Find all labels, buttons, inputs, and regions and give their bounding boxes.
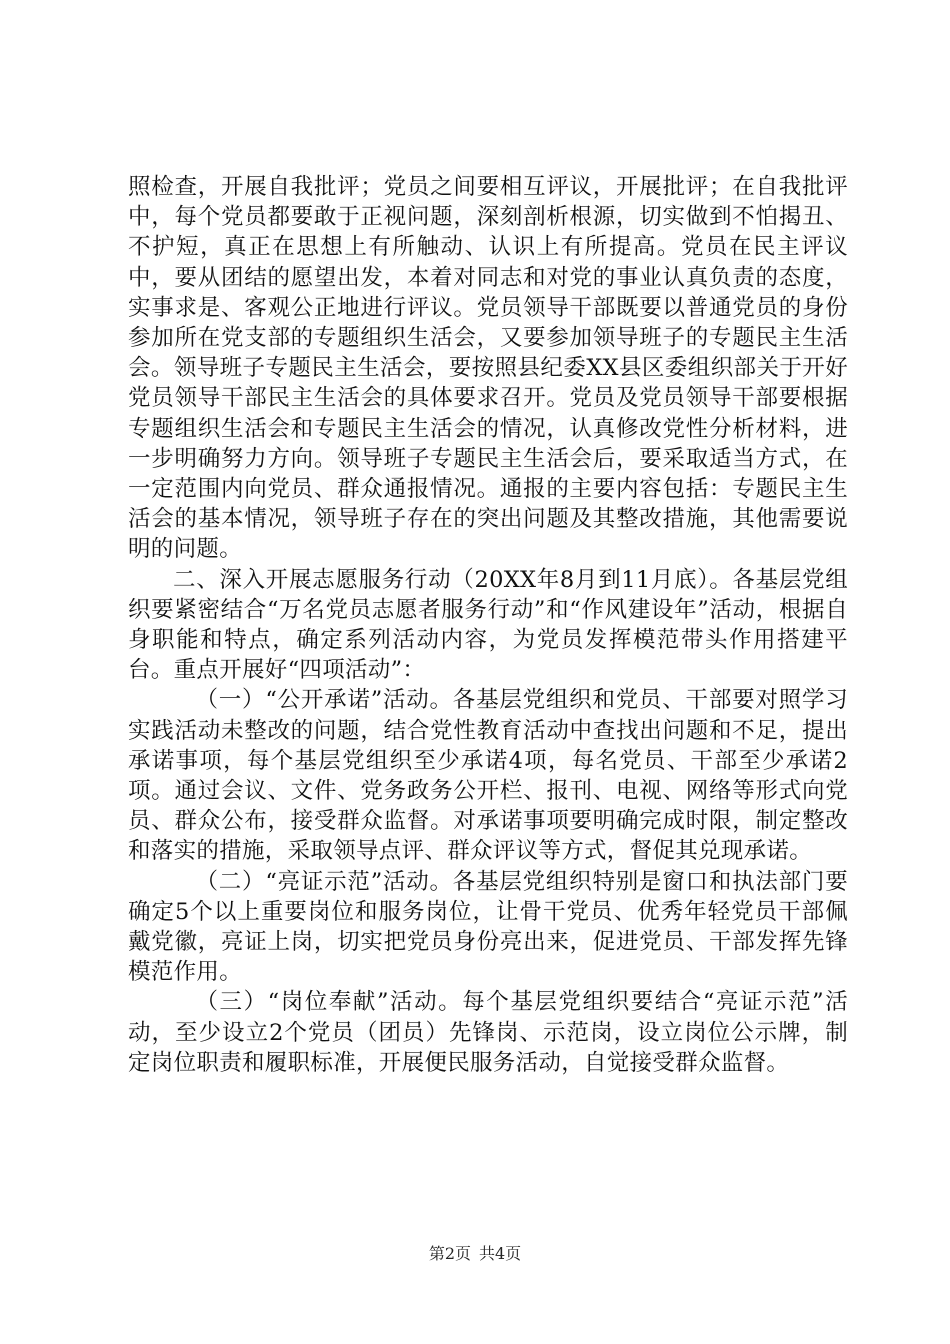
paragraph-show-credentials: （二）“亮证示范”活动。各基层党组织特别是窗口和执法部门要确定5个以上重要岗位和服务岗位，让骨干党员、优秀年轻党员干部佩戴党徽，亮证上岗，切实把党员身份亮出来，促进党员、干部发挥先锋模范作用。 <box>128 868 848 986</box>
paragraph-continued-review: 照检查，开展自我批评；党员之间要相互评议，开展批评；在自我批评中，每个党员都要敢于正视问题，深刻剖析根源，切实做到不怕揭丑、不护短，真正在思想上有所触动、认识上有所提高。党员在民主评议中，要从团结的愿望出发，本着对同志和对党的事业认真负责的态度，实事求是、客观公正地进行评议。党员领导干部既要以普通党员的身份参加所在党支部的专题组织生活会，又要参加领导班子的专题民主生活会。领导班子专题民主生活会，要按照县纪委XX县区委组织部关于开好党员领导干部民主生活会的具体要求召开。党员及党员领导干部要根据专题组织生活会和专题民主生活会的情况，认真修改党性分析材料，进一步明确努力方向。领导班子专题民主生活会后，要采取适当方式，在一定范围内向党员、群众通报情况。通报的主要内容包括：专题民主生活会的基本情况，领导班子存在的突出问题及其整改措施，其他需要说明的问题。 <box>128 174 848 563</box>
paragraph-section-two: 二、深入开展志愿服务行动（20XX年8月到11月底）。各基层党组织要紧密结合“万名党员志愿者服务行动”和“作风建设年”活动，根据自身职能和特点，确定系列活动内容，为党员发挥模范带头作用搭建平台。重点开展好“四项活动”： <box>128 566 848 684</box>
page-number: 第2页 <box>428 1244 471 1263</box>
paragraph-public-commitment: （一）“公开承诺”活动。各基层党组织和党员、干部要对照学习实践活动未整改的问题，结合党性教育活动中查找出问题和不足，提出承诺事项，每个基层党组织至少承诺4项，每名党员、干部至少承诺2项。通过会议、文件、党务政务公开栏、报刊、电视、网络等形式向党员、群众公布，接受群众监督。对承诺事项要明确完成时限，制定整改和落实的措施，采取领导点评、群众评议等方式，督促其兑现承诺。 <box>128 687 848 865</box>
page-total: 共4页 <box>479 1244 522 1263</box>
document-body <box>128 172 848 1078</box>
page-footer <box>0 1244 950 1264</box>
paragraph-post-dedication: （三）“岗位奉献”活动。每个基层党组织要结合“亮证示范”活动，至少设立2个党员（团员）先锋岗、示范岗，设立岗位公示牌，制定岗位职责和履职标准，开展便民服务活动，自觉接受群众监督。 <box>128 989 848 1076</box>
